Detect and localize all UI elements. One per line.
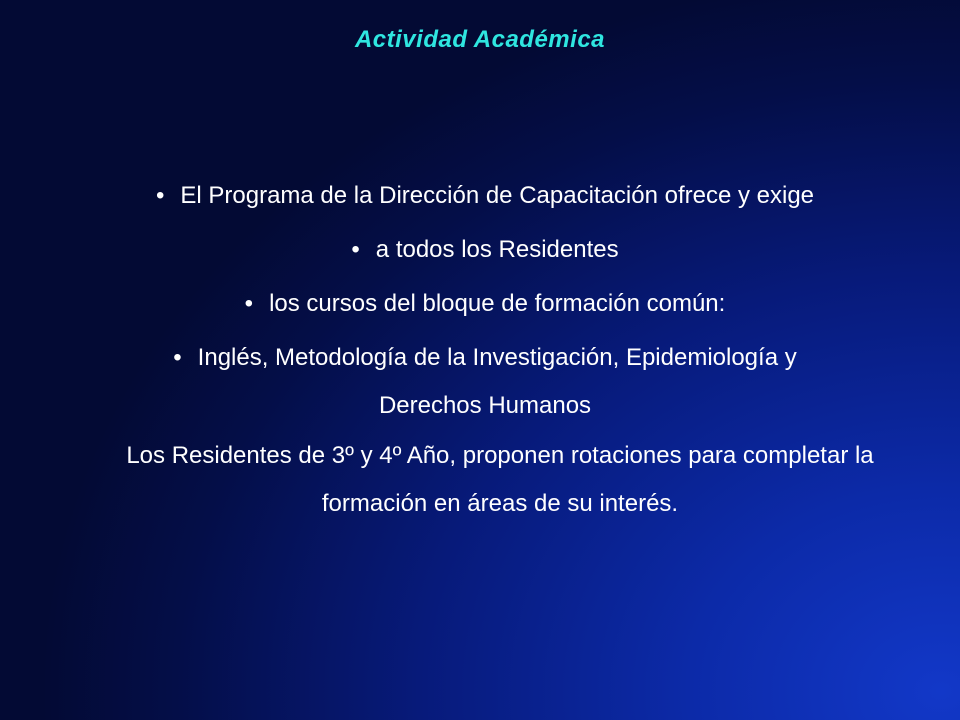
bullet-item-4 (70, 334, 900, 430)
closing-paragraph: Los Residentes de 3º y 4º Año, proponen rotaciones para completar la formación en áreas de su interés. (126, 442, 874, 517)
bullet-text: El Programa de la Dirección de Capacitación ofrece y exige (180, 182, 815, 209)
slide-content (70, 172, 900, 534)
bullet-text: Inglés, Metodología de la Investigación, Epidemiología y Derechos Humanos (197, 344, 797, 419)
bullet-dot-icon: • (173, 344, 182, 371)
bullet-text: los cursos del bloque de formación común: (269, 290, 726, 317)
bullet-text: a todos los Residentes (375, 236, 619, 263)
bullet-dot-icon: • (155, 182, 165, 209)
bullet-item-1 (70, 172, 900, 220)
bullet-item-2 (70, 226, 900, 274)
bullet-dot-icon: • (244, 290, 254, 317)
slide-title: Actividad Académica (354, 26, 606, 53)
bullet-dot-icon: • (351, 236, 360, 263)
bullet-item-3 (70, 280, 900, 328)
